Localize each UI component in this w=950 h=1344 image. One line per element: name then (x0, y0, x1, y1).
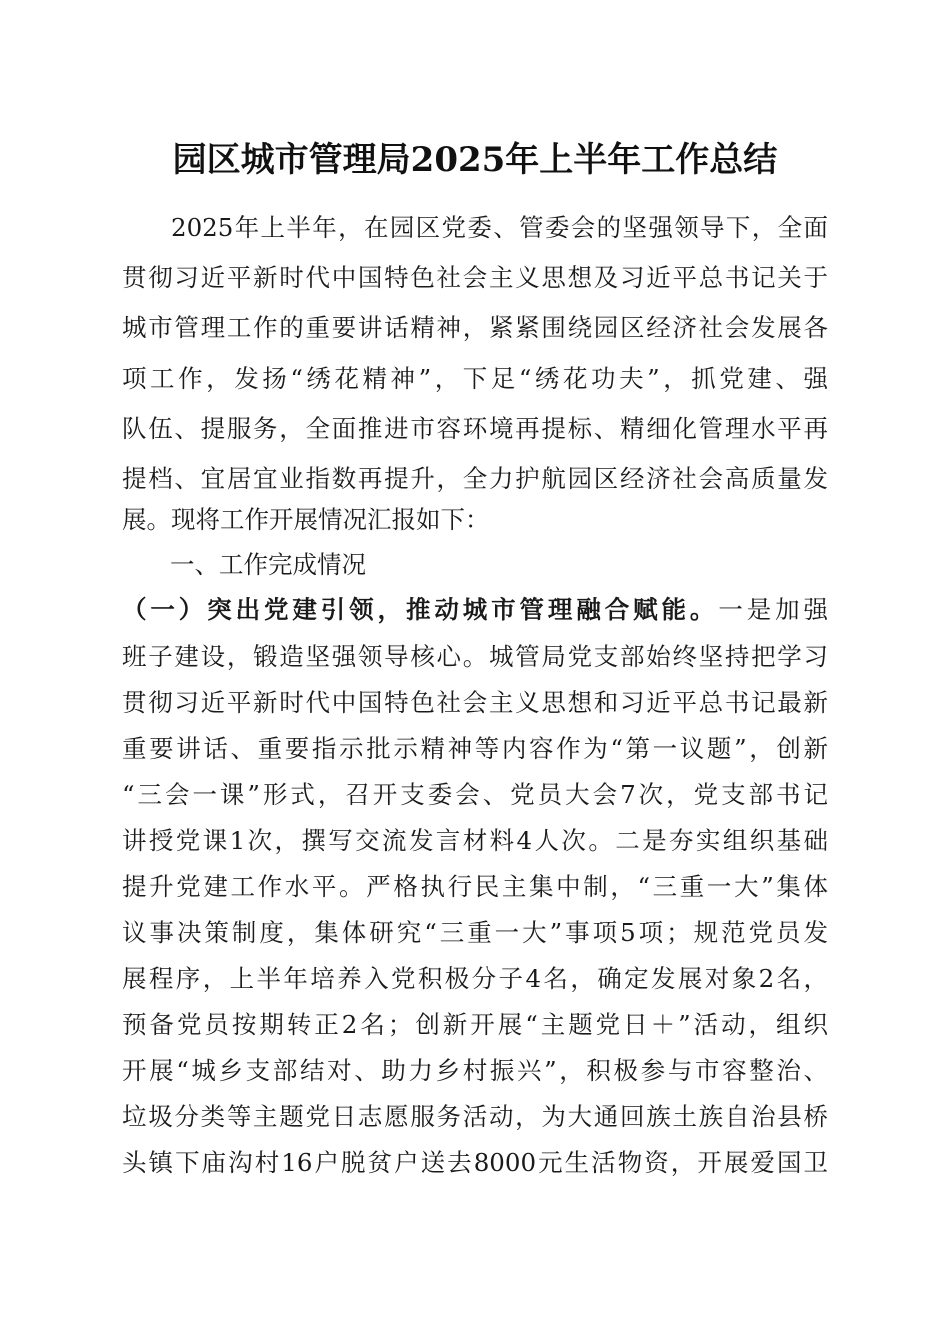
subsection-line: “三会一课”形式，召开支委会、党员大会7次，党支部书记 (122, 780, 828, 809)
subsection-line: 班子建设，锻造坚强领导核心。城管局党支部始终坚持把学习 (122, 642, 828, 671)
subsection-line: 贯彻习近平新时代中国特色社会主义思想和习近平总书记最新 (122, 688, 828, 717)
intro-line: 队伍、提服务，全面推进市容环境再提标、精细化管理水平再 (122, 414, 828, 443)
subsection-first-line (122, 593, 828, 627)
subsection-line: 预备党员按期转正2名；创新开展“主题党日＋”活动，组织 (122, 1010, 828, 1039)
intro-line: 2025年上半年，在园区党委、管委会的坚强领导下，全面 (171, 213, 828, 242)
document-title: 园区城市管理局2025年上半年工作总结 (172, 140, 778, 180)
intro-line: 城市管理工作的重要讲话精神，紧紧围绕园区经济社会发展各 (122, 313, 828, 342)
intro-line: 展。现将工作开展情况汇报如下： (122, 505, 490, 534)
intro-line: 提档、宜居宜业指数再提升，全力护航园区经济社会高质量发 (122, 464, 828, 493)
subsection-first-line-rest: 一是加强 (718, 595, 828, 624)
subsection-heading: （一）突出党建引领，推动城市管理融合赋能。 (122, 595, 719, 624)
subsection-line: 重要讲话、重要指示批示精神等内容作为“第一议题”，创新 (122, 734, 828, 763)
subsection-line: 垃圾分类等主题党日志愿服务活动，为大通回族土族自治县桥 (122, 1102, 828, 1131)
intro-line: 项工作，发扬“绣花精神”，下足“绣花功夫”，抓党建、强 (122, 364, 828, 393)
intro-line: 贯彻习近平新时代中国特色社会主义思想及习近平总书记关于 (122, 263, 828, 292)
subsection-line: 开展“城乡支部结对、助力乡村振兴”，积极参与市容整治、 (122, 1056, 828, 1085)
section-heading: 一、工作完成情况 (170, 550, 366, 579)
subsection-line: 提升党建工作水平。严格执行民主集中制，“三重一大”集体 (122, 872, 828, 901)
subsection-line: 议事决策制度，集体研究“三重一大”事项5项；规范党员发 (122, 918, 828, 947)
subsection-line: 头镇下庙沟村16户脱贫户送去8000元生活物资，开展爱国卫 (122, 1148, 828, 1177)
subsection-line: 讲授党课1次，撰写交流发言材料4人次。二是夯实组织基础 (122, 826, 828, 855)
subsection-line: 展程序，上半年培养入党积极分子4名，确定发展对象2名， (122, 964, 828, 993)
